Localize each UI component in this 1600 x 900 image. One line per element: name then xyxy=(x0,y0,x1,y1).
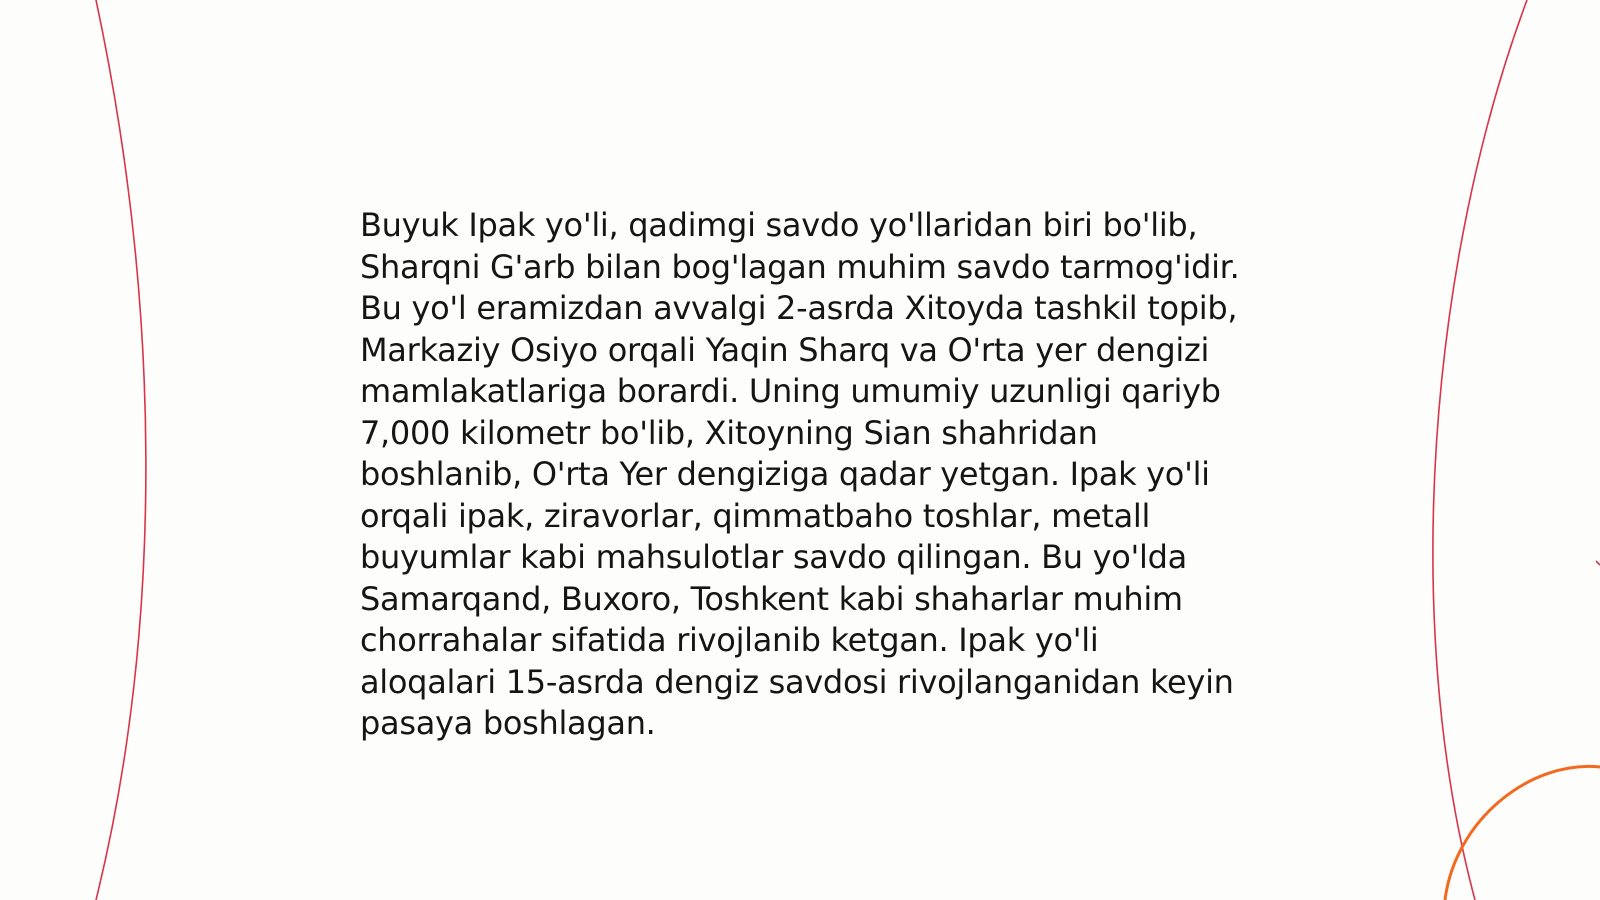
left-curve-line xyxy=(96,0,146,900)
right-edge-tick xyxy=(1596,561,1600,565)
right-curve-line xyxy=(1433,0,1527,900)
body-paragraph: Buyuk Ipak yo'li, qadimgi savdo yo'llaridan biri bo'lib, Sharqni G'arb bilan bog'lagan muhim savdo tarmog'idir. Bu yo'l eramizdan avvalgi 2-asrda Xitoyda tashkil topib, Markaziy Osiyo orqali Yaqin Sharq va O'rta yer dengizi mamlakatlariga borardi. Uning umumiy uzunligi qariyb 7,000 kilometr bo'lib, Xitoyning Sian shahridan boshlanib, O'rta Yer dengiziga qadar yetgan. Ipak yo'li orqali ipak, ziravorlar, qimmatbaho toshlar, metall buyumlar kabi mahsulotlar savdo qilingan. Bu yo'lda Samarqand, Buxoro, Toshkent kabi shaharlar muhim chorrahalar sifatida rivojlanib ketgan. Ipak yo'li aloqalari 15-asrda dengiz savdosi rivojlanganidan keyin pasaya boshlagan. xyxy=(360,206,1240,742)
right-arc-accent xyxy=(1445,766,1600,900)
